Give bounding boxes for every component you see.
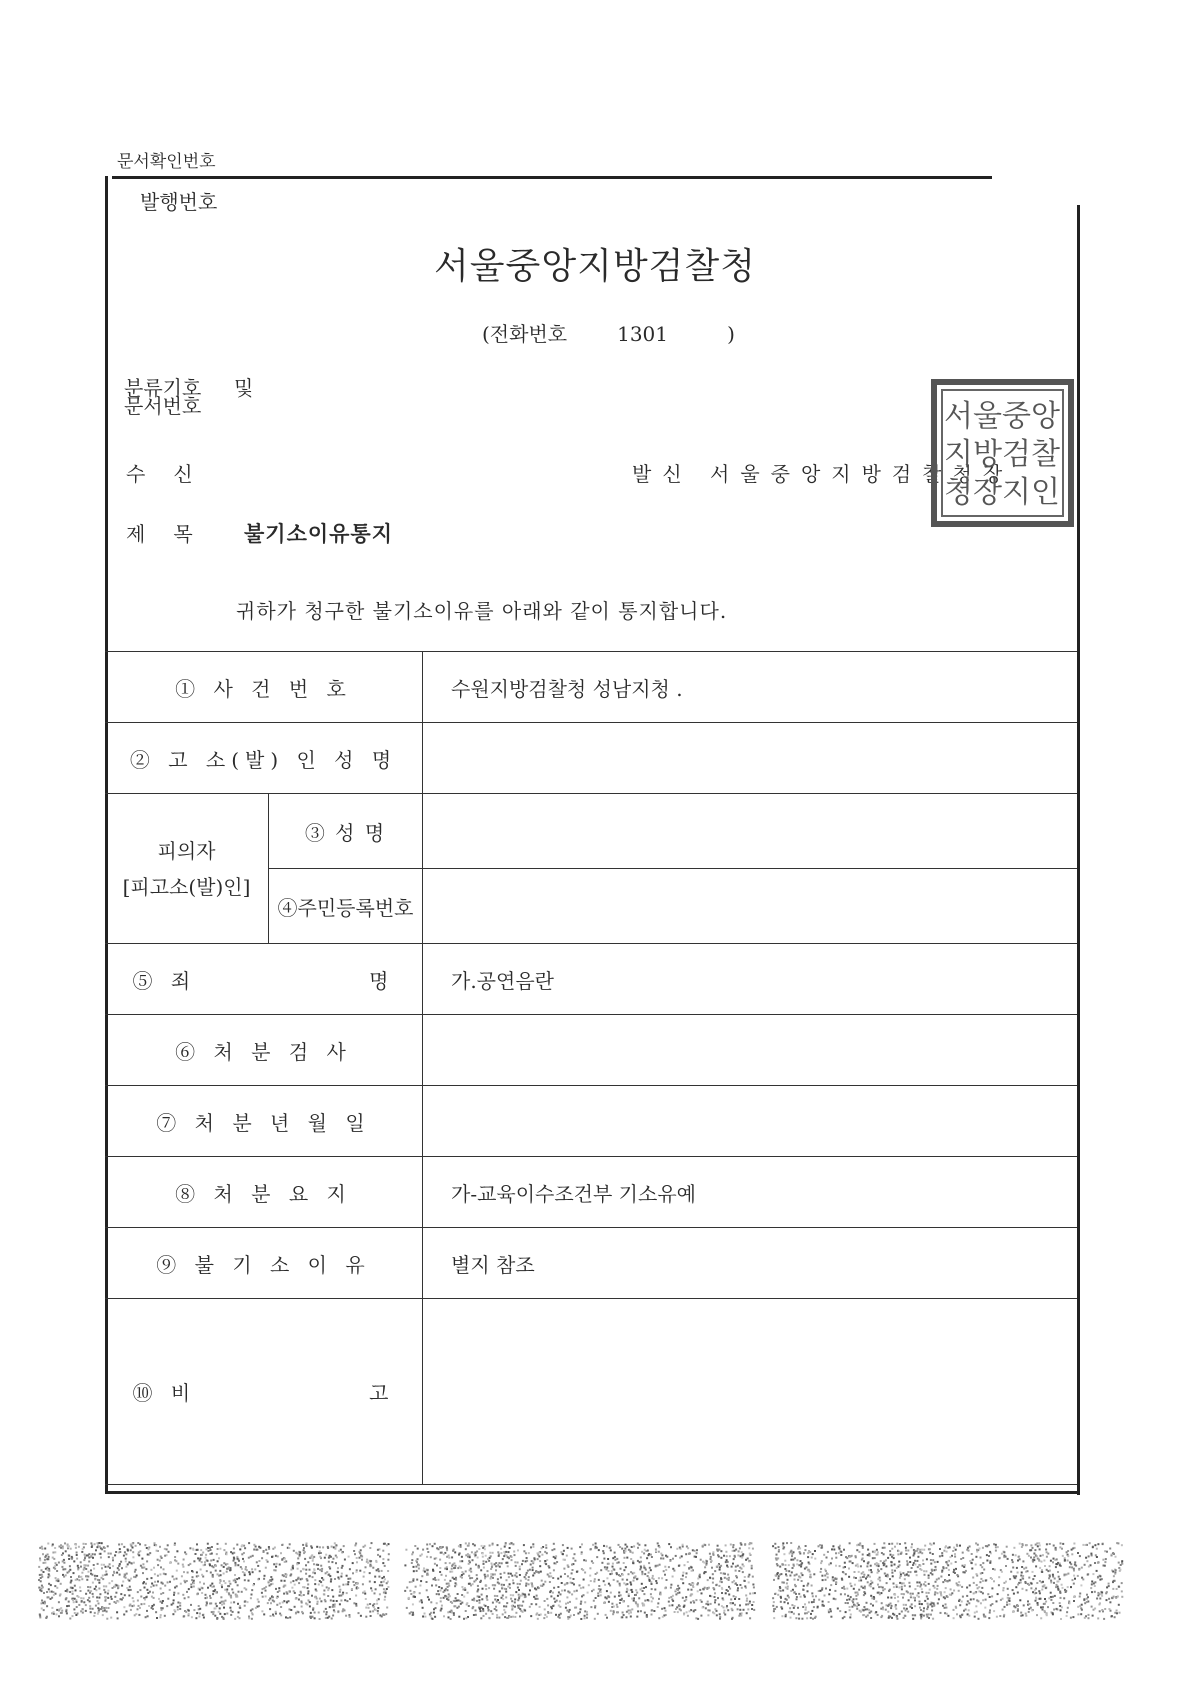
case-number-value: 수원지방검찰청 성남지청 . <box>423 652 1078 723</box>
seal-text-row1: 서울중앙 <box>944 399 1060 434</box>
disposition-summary-value: 가-교육이수조건부 기소유예 <box>423 1157 1078 1228</box>
suspect-group-line2: [피고소(발)인] <box>122 874 251 899</box>
non-prosecution-reason-label: ⑨ 불 기 소 이 유 <box>105 1228 423 1299</box>
seal-text-row3: 청장지인 <box>944 475 1060 510</box>
complainant-label: ② 고 소(발) 인 성 명 <box>105 723 423 794</box>
table-row <box>105 944 1077 1015</box>
classification-and: 및 <box>234 376 254 400</box>
disposition-date-label: ⑦ 처 분 년 월 일 <box>105 1086 423 1157</box>
prosecutor-label: ⑥ 처 분 검 사 <box>105 1015 423 1086</box>
disposition-date-value <box>423 1086 1078 1157</box>
disposition-summary-label: ⑧ 처 분 요 지 <box>105 1157 423 1228</box>
phone-suffix: ) <box>727 322 735 346</box>
phone-number: 1301 <box>617 322 668 346</box>
phone-line <box>482 318 735 347</box>
table-row <box>105 1086 1077 1157</box>
suspect-id-label: ④주민등록번호 <box>269 869 423 944</box>
security-pattern-noise <box>772 1542 1123 1620</box>
table-row <box>105 1015 1077 1086</box>
doc-check-number-label: 문서확인번호 <box>117 152 216 172</box>
table-row <box>105 723 1077 794</box>
notice-table <box>105 651 1077 1485</box>
classification-line1: 분류기호 <box>124 376 202 400</box>
issue-number-label: 발행번호 <box>140 190 218 214</box>
official-seal <box>930 378 1075 528</box>
suspect-name-label: ③ 성 명 <box>269 794 423 869</box>
seal-text-row2: 지방검찰 <box>944 437 1060 472</box>
security-pattern-right <box>772 1542 1124 1620</box>
suspect-id-value <box>423 869 1078 944</box>
suspect-group-label <box>105 794 269 944</box>
complainant-value <box>423 723 1078 794</box>
remarks-label: ⑩ 비 고 <box>105 1299 423 1485</box>
right-rule <box>1077 205 1080 1495</box>
subject-label: 제목 <box>126 522 221 546</box>
organization-title: 서울중앙지방검찰청 <box>434 246 756 287</box>
classification-line2: 문서번호 <box>124 394 202 418</box>
table-row <box>105 1157 1077 1228</box>
remarks-value <box>423 1299 1078 1485</box>
table-row <box>105 652 1077 723</box>
case-number-label: ① 사 건 번 호 <box>105 652 423 723</box>
subject-value: 불기소이유통지 <box>244 521 394 546</box>
suspect-group-line1: 피의자 <box>157 838 216 863</box>
charge-label: ⑤ 죄 명 <box>105 944 423 1015</box>
security-pattern-noise <box>404 1542 756 1620</box>
intro-text: 귀하가 청구한 불기소이유를 아래와 같이 통지합니다. <box>236 599 728 623</box>
table-row <box>105 794 1077 869</box>
table-row <box>105 1228 1077 1299</box>
table-row <box>105 1299 1077 1485</box>
security-pattern-noise <box>38 1542 390 1620</box>
recipient-label: 수신 <box>126 462 221 486</box>
non-prosecution-reason-value: 별지 참조 <box>423 1228 1078 1299</box>
sender-text: 발신 서울중앙지방검찰청장 <box>632 462 1014 486</box>
security-pattern-left <box>38 1542 393 1620</box>
phone-prefix: (전화번호 <box>482 322 568 346</box>
charge-value: 가.공연음란 <box>423 944 1078 1015</box>
suspect-name-value <box>423 794 1078 869</box>
classification-label <box>124 376 254 418</box>
prosecutor-value <box>423 1015 1078 1086</box>
security-pattern-middle <box>404 1542 759 1620</box>
